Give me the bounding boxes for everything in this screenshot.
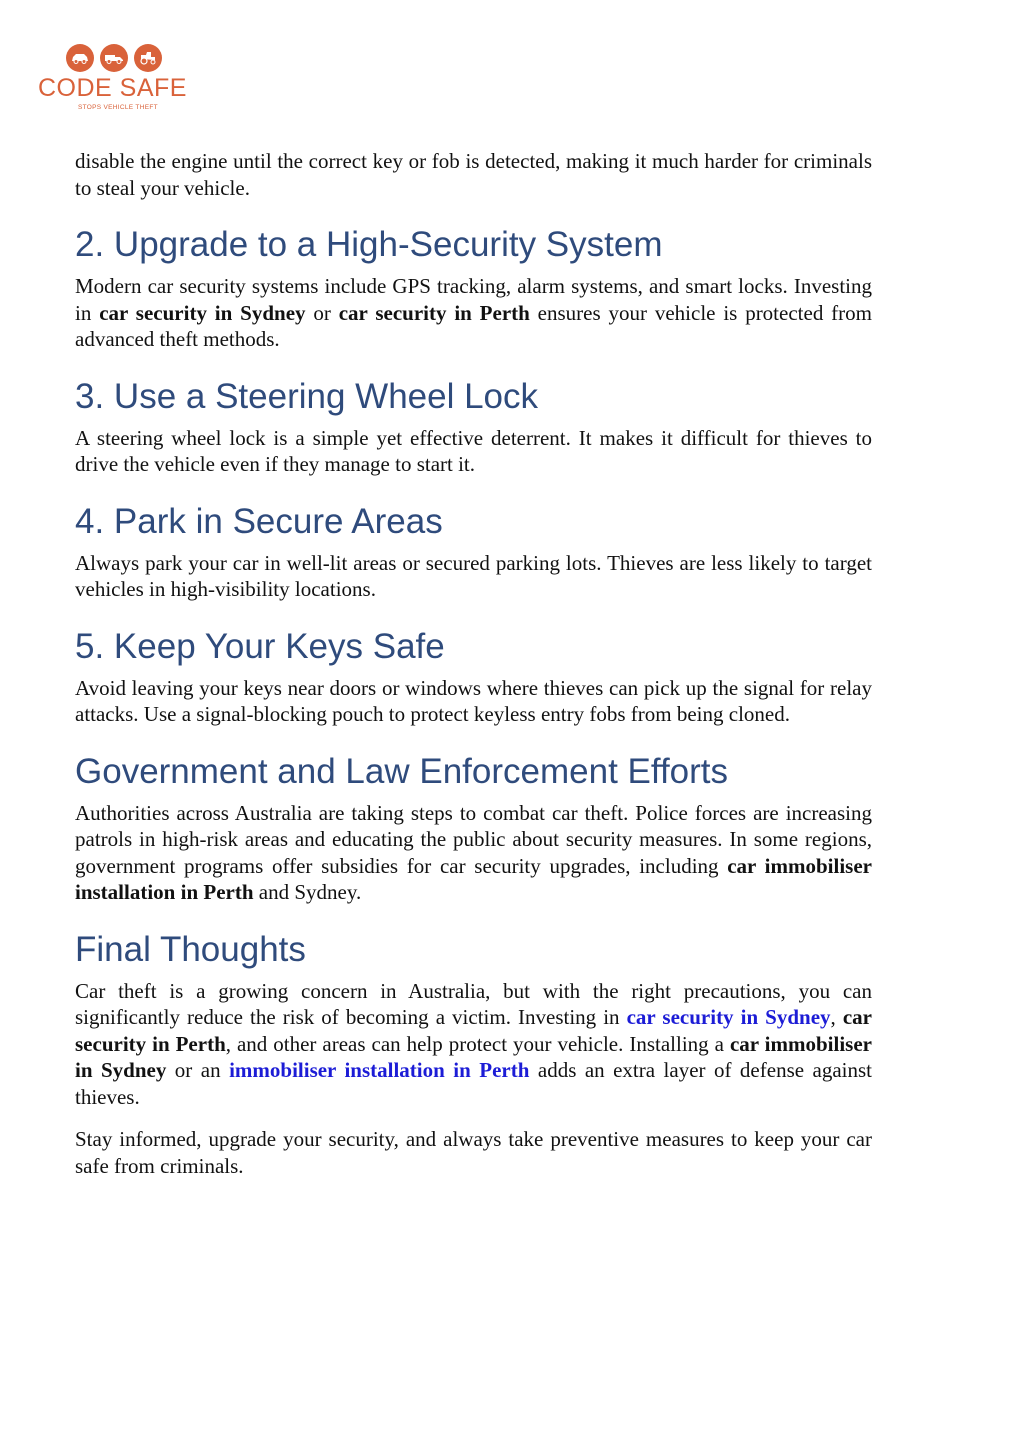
text-span: and Sydney.: [253, 880, 362, 904]
logo-icons: [66, 44, 198, 72]
text-span: ensures your vehicle is protected from advanced theft methods.: [75, 300, 872, 351]
text-span: Modern car security systems include GPS tracking, alarm systems, and smart locks. Investing in: [75, 274, 872, 325]
paragraph-park-secure: Always park your car in well-lit areas or secured parking lots. Thieves are less likely to target vehicles in high-visibility locations.: [75, 550, 872, 601]
heading-government-efforts: Government and Law Enforcement Efforts: [75, 751, 729, 791]
keyword-car-security-perth: car security in Perth: [338, 300, 530, 325]
paragraph-upgrade-security: [75, 273, 872, 353]
paragraph-government-efforts: [75, 800, 872, 906]
link-immobiliser-installation-perth[interactable]: immobiliser installation in Perth: [229, 1058, 530, 1082]
text-span: or: [305, 300, 339, 325]
link-car-security-sydney[interactable]: car security in Sydney: [626, 1005, 831, 1029]
text-span: , and other areas can help protect your vehicle. Installing a: [225, 1031, 730, 1056]
car-icon: [66, 44, 94, 72]
truck-icon: [100, 44, 128, 72]
article-body: [75, 148, 872, 1195]
tractor-icon: [134, 44, 162, 72]
paragraph-steering-lock: A steering wheel lock is a simple yet effective deterrent. It makes it difficult for thieves to drive the vehicle even if they manage to start it.: [75, 425, 872, 476]
text-span: or an: [166, 1058, 230, 1082]
keyword-immobiliser-sydney: car immobiliser in Sydney: [75, 1031, 872, 1082]
code-safe-logo[interactable]: [38, 44, 198, 124]
keyword-car-security-sydney: car security in Sydney: [99, 300, 306, 325]
heading-final-thoughts: Final Thoughts: [75, 929, 306, 969]
paragraph-keys-safe: Avoid leaving your keys near doors or windows where thieves can pick up the signal for relay attacks. Use a signal-blocking pouch to protect keyless entry fobs from being cloned.: [75, 675, 872, 726]
paragraph-closing: Stay informed, upgrade your security, and always take preventive measures to keep your car safe from criminals.: [75, 1127, 872, 1178]
keyword-car-security-perth: car security in Perth: [75, 1005, 873, 1056]
logo-name: CODE SAFE: [38, 74, 187, 102]
logo-tagline: STOPS VEHICLE THEFT: [78, 104, 158, 111]
text-span: ,: [830, 1005, 843, 1029]
text-span: adds an extra layer of defense against thieves.: [75, 1058, 873, 1109]
paragraph-final-thoughts: [75, 978, 872, 1111]
text-span: Car theft is a growing concern in Australia, but with the right precautions, you can significantly reduce the risk of becoming a victim. Investing in: [75, 978, 872, 1029]
heading-park-secure: 4. Park in Secure Areas: [75, 501, 443, 541]
heading-steering-lock: 3. Use a Steering Wheel Lock: [75, 376, 539, 416]
text-span: Authorities across Australia are taking steps to combat car theft. Police forces are increasing patrols in high-risk areas and educating the public about security measures. In some regions, government programs offer subsidies for car security upgrades, including: [75, 800, 872, 878]
heading-keys-safe: 5. Keep Your Keys Safe: [75, 626, 445, 666]
intro-paragraph: disable the engine until the correct key or fob is detected, making it much harder for criminals to steal your vehicle.: [75, 149, 872, 200]
keyword-immobiliser-perth: car immobiliser installation in Perth: [75, 853, 872, 904]
heading-upgrade-security: 2. Upgrade to a High-Security System: [75, 225, 663, 264]
